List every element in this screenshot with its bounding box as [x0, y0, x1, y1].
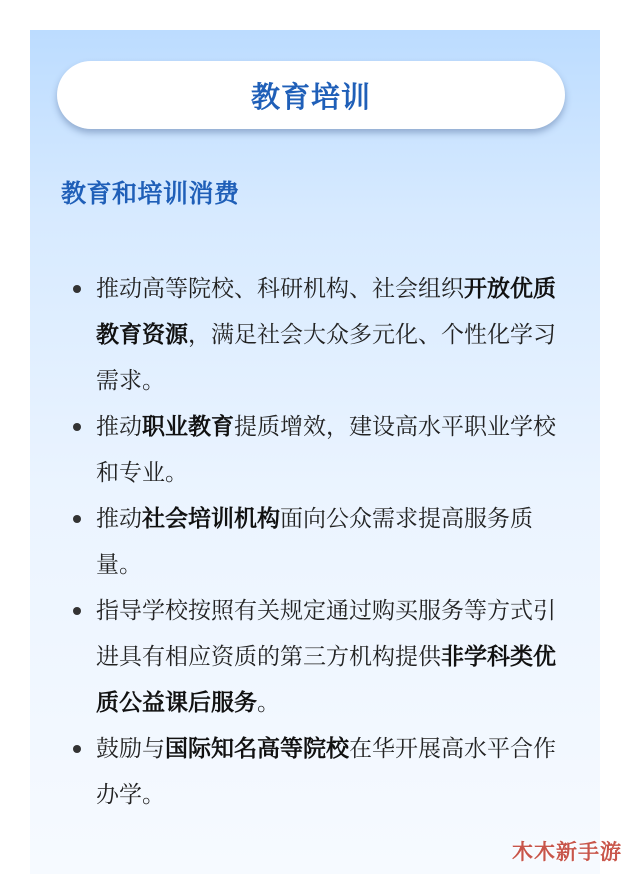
bullet-text: 推动 [96, 414, 142, 440]
bullet-item [70, 404, 570, 496]
bullet-dot-icon [73, 285, 81, 293]
bullet-text: 面向公众需求提高服务质量。 [96, 506, 533, 578]
section-heading: 教育和培训消费 [61, 179, 240, 208]
bullet-list [70, 266, 570, 818]
bullet-dot-icon [73, 515, 81, 523]
page-title: 教育培训 [250, 79, 371, 114]
bullet-text: 在华开展高水平合作办学。 [96, 736, 556, 808]
bullet-item [70, 588, 570, 726]
bullet-item [70, 496, 570, 588]
bullet-item [70, 726, 570, 818]
bullet-dot-icon [73, 745, 81, 753]
title-banner [57, 61, 565, 129]
bullet-text: 提质增效，建设高水平职业学校和专业。 [96, 414, 556, 486]
bullet-highlight: 国际知名高等院校 [165, 736, 349, 762]
bullet-highlight: 社会培训机构 [142, 506, 280, 532]
content-card [30, 30, 600, 874]
bullet-item [70, 266, 570, 404]
bullet-dot-icon [73, 423, 81, 431]
watermark-logo: 木木新手游 [512, 840, 622, 864]
bullet-text: 鼓励与 [96, 736, 165, 762]
bullet-text: 推动 [96, 506, 142, 532]
bullet-text: 推动高等院校、科研机构、社会组织 [96, 276, 464, 302]
bullet-highlight: 职业教育 [142, 414, 234, 440]
bullet-text: ，满足社会大众多元化、个性化学习需求。 [96, 322, 556, 394]
bullet-text: 指导学校按照有关规定通过购买服务等方式引进具有相应资质的第三方机构提供 [96, 598, 556, 670]
bullet-highlight: 非学科类优质公益课后服务 [96, 644, 556, 716]
bullet-text: 。 [257, 690, 280, 716]
bullet-highlight: 开放优质教育资源 [96, 276, 556, 348]
bullet-dot-icon [73, 607, 81, 615]
